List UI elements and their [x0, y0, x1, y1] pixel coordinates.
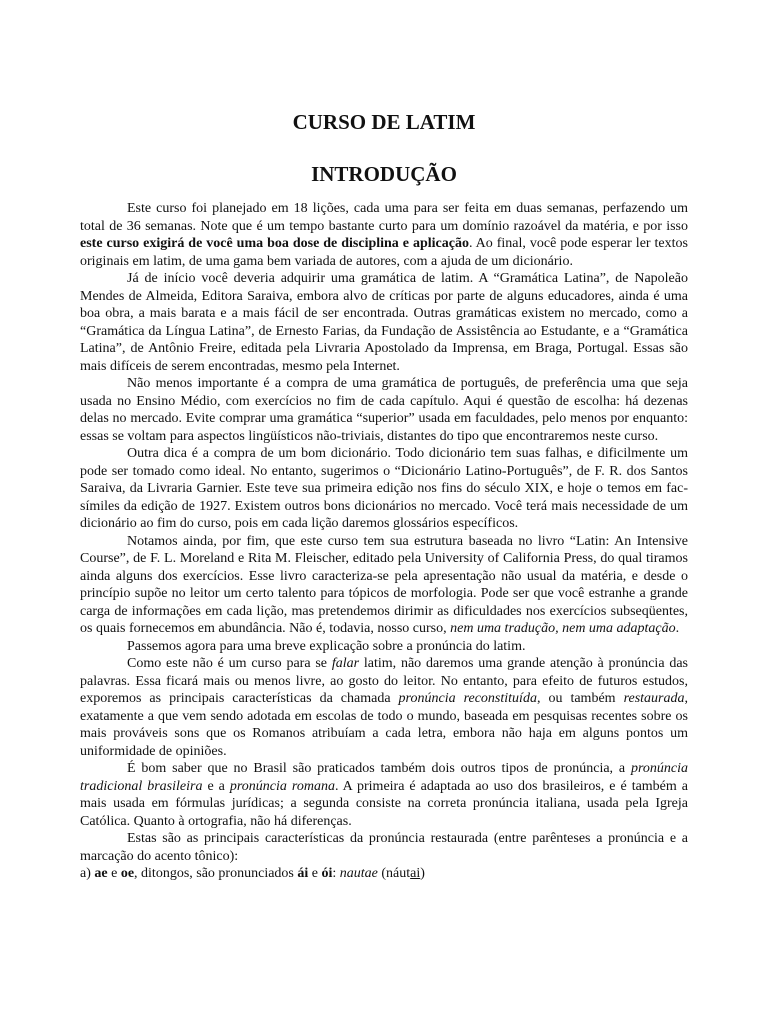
paragraph-1-text-a: Este curso foi planejado em 18 lições, cada uma para ser feita em duas semanas, perfazendo um total de 36 semanas. Note que é um tempo bastante curto para um domínio razoável da matéria, e por isso — [80, 201, 688, 234]
paragraph-7-italic-restaurada: restaurada — [623, 691, 685, 706]
document-subtitle: INTRODUÇÃO — [311, 162, 457, 186]
list-item-a-colon: : — [332, 866, 340, 881]
paragraph-7-italic-reconstituida: pronúncia reconstituída — [398, 691, 537, 706]
list-item-a-oi: ói — [321, 866, 333, 881]
paragraph-5-text-a: Notamos ainda, por fim, que este curso tem sua estrutura baseada no livro “Latin: An Intensive Course”, de F. L. Moreland e Rita M. Fleischer, editado pela University of California Press, do qual tiramos ainda alguns dos exercícios. Esse livro caracteriza-se pela apresentação não usual da matéria, e desde o princípio supõe no leitor um certo talento para tópicos de morfologia. Pode ser que você estranhe a grande carga de informações em cada lição, mas pretendemos dirimir as dificuldades nos exercícios subseqüentes, os quais fornecemos em abundância. Não é, todavia, nosso curso, — [80, 533, 688, 636]
paragraph-7-text-a: Como este não é um curso para se — [127, 656, 332, 671]
list-item-a-and: e — [107, 866, 121, 881]
list-item-a-ai: ái — [297, 866, 309, 881]
list-item-a-ditongos: , ditongos, são pronunciados — [134, 866, 298, 881]
paragraph-2: Já de início você deveria adquirir uma gramática de latim. A “Gramática Latina”, de Napoleão Mendes de Almeida, Editora Saraiva, embora alvo de críticas por parte de alguns educadores, ainda é uma boa obra, a mais barata e a mais fácil de ser encontrada. Outras gramáticas existem no mercado, como a “Gramática da Língua Latina”, de Ernesto Farias, da Fundação de Assistência ao Estudante, e a “Gramática Latina”, de Antônio Freire, editada pela Livraria Apostolado da Imprensa, em Braga, Portugal. Essas são mais difíceis de serem encontradas, mesmo pela Internet. — [80, 271, 688, 374]
document-title: CURSO DE LATIM — [292, 110, 476, 134]
list-item-a-oe: oe — [120, 866, 135, 881]
paragraph-7-text-e: , ou também — [536, 691, 624, 706]
document-page — [80, 108, 688, 883]
list-item-a-nautae: nautae — [339, 866, 378, 881]
paragraph-1-text-c: . Ao final, você pode esperar ler textos originais em latim, de uma gama bem variada de autores, com a ajuda de um dicionário. — [80, 236, 688, 269]
paragraph-7 — [80, 655, 688, 760]
paragraph-8-text-e: . A primeira é adaptada ao uso dos brasileiros, e é também a mais usada em fórmulas jurídicas; a segunda consiste na correta pronúncia italiana, usada pela Igreja Católica. Quanto à ortografia, não há diferenças. — [80, 778, 688, 829]
list-item-a-prefix: a) — [80, 866, 95, 881]
paragraph-5 — [80, 533, 688, 638]
paragraph-3: Não menos importante é a compra de uma gramática de português, de preferência uma que seja usada no Ensino Médio, com exercícios no fim de cada capítulo. Aqui é questão de escolha: há dezenas delas no mercado. Evite comprar uma gramática “superior” usada em faculdades, pelo menos por enquanto: essas se voltam para aspectos lingüísticos não-triviais, distantes do tipo que encontraremos neste curso. — [80, 376, 688, 444]
paragraph-7-text-c: latim, não daremos uma grande atenção à pronúncia das palavras. Essa ficará mais ou menos livre, ao gosto do leitor. No entanto, para efeito de futuros estudos, exporemos as principais características da chamada — [80, 656, 689, 706]
paragraph-5-text-c: . — [675, 621, 680, 636]
paragraph-4: Outra dica é a compra de um bom dicionário. Todo dicionário tem suas falhas, e dificilmente um pode ser tomado como ideal. No entanto, sugerimos o “Dicionário Latino-Português”, de F. R. dos Santos Saraiva, da Livraria Garnier. Este teve sua primeira edição nos fins do século XIX, e hoje o temos em fac-símiles da edição de 1927. Existem outros bons dicionários no mercado. Você terá mais necessidade de um dicionário ao fim do curso, pois em cada lição daremos glossários específicos. — [80, 446, 688, 531]
paragraph-1 — [80, 200, 688, 270]
paragraph-7-text-g: , exatamente a que vem sendo adotada em escolas de todo o mundo, baseada em pesquisas recentes sobre os mais prováveis sons que os Romanos atribuíam a cada letra, embora não haja em alguns pontos um uniformidade de opiniões. — [80, 691, 688, 759]
paragraph-9: Estas são as principais características da pronúncia restaurada (entre parênteses a pronúncia e a marcação do acento tônico): — [80, 831, 688, 864]
paragraph-7-italic-falar: falar — [331, 656, 360, 671]
list-item-a-ae: ae — [94, 866, 108, 881]
list-item-a-open: (náut — [377, 866, 411, 881]
paragraph-8-text-c: e a — [202, 778, 230, 794]
paragraph-8-italic-romana: pronúncia romana — [229, 778, 335, 794]
list-item-a-close: ) — [420, 866, 425, 881]
paragraph-8-text-a: É bom saber que no Brasil são praticados também dois outros tipos de pronúncia, a — [127, 761, 631, 776]
list-item-a — [80, 865, 688, 883]
paragraph-1-bold: este curso exigirá de você uma boa dose de disciplina e aplicação — [80, 236, 469, 251]
list-item-a-ai-underlined: ai — [410, 866, 421, 881]
list-item-a-and-2: e — [308, 866, 322, 881]
paragraph-8 — [80, 760, 688, 830]
paragraph-8-italic-tradicional: pronúncia tradicional brasileira — [80, 761, 688, 794]
paragraph-5-italic: nem uma tradução, nem uma adaptação — [450, 621, 676, 636]
paragraph-6: Passemos agora para uma breve explicação sobre a pronúncia do latim. — [127, 638, 526, 654]
